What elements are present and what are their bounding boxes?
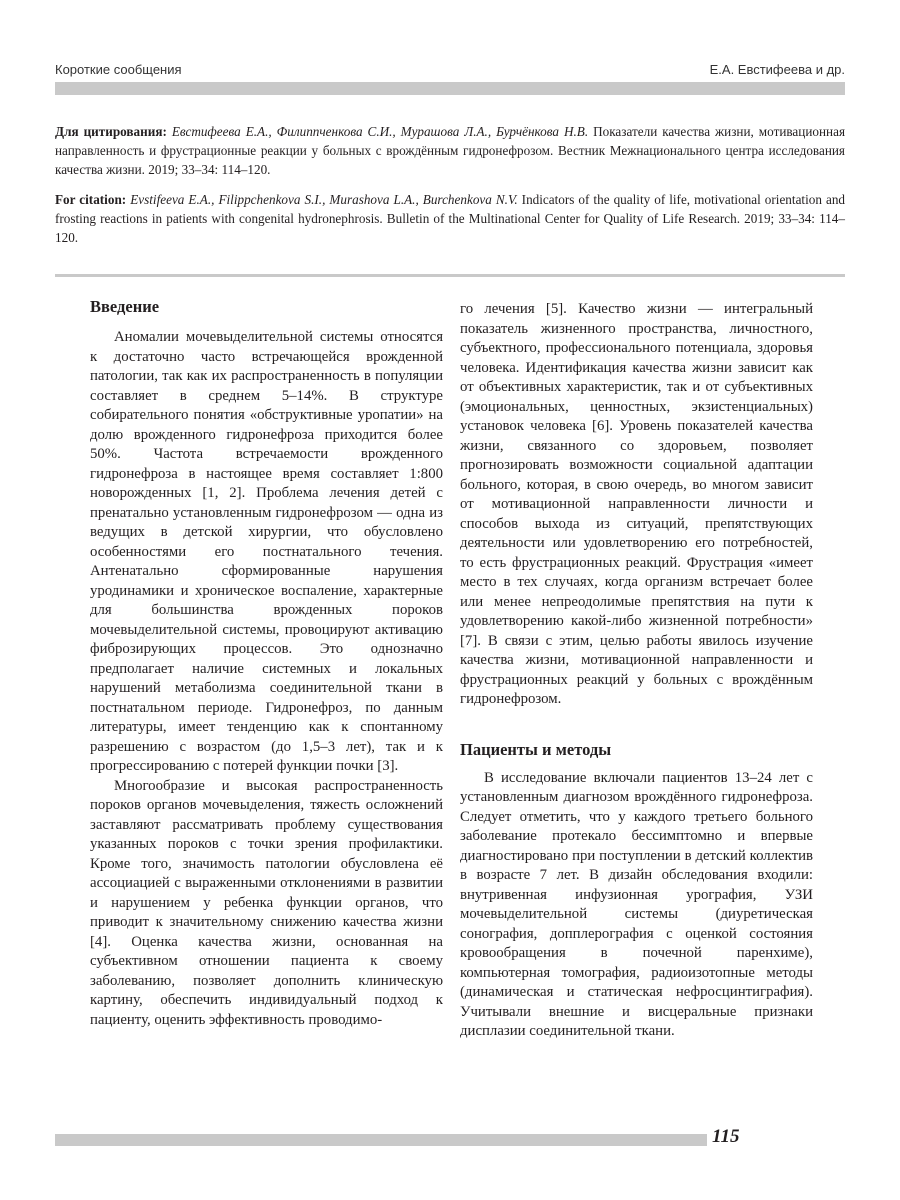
- citation-ru-lead: Для цитирования:: [55, 124, 167, 139]
- intro-paragraph-1: Аномалии мочевыделительной системы относятся к достаточно часто встречающейся врожденной патологии, так как их распространенность в популяции составляет в среднем 5–14%. В структуре собирательного понятия «обструктивные уропатии» на долю врожденного гидронефроза приходится более 50%. Частота встречаемости врожденного гидронефроза в настоящее время составляет 1:800 новорожденных [1, 2]. Проблема лечения детей с пренатально установленным гидронефрозом — одна из ведущих в детской хирургии, что обусловлено особенностями его постнатального течения. Антенатально сформированные нарушения уродинамики и хроническое воспаление, характерные для большинства врожденных пороков мочевыделительной системы, провоцируют активацию фиброзирующих процессов. Это однозначно предполагает наличие системных и локальных нарушений метаболизма соединительной ткани в постнатальном периоде. Гидронефроз, по данным литературы, имеет тенденцию как к спонтанному разрешению с возрастом (до 1,5–3 лет), так и к прогрессированию с потерей функции почки [3].: [90, 329, 443, 774]
- methods-heading: Пациенты и методы: [460, 739, 612, 759]
- intro-paragraph-2-continued: [460, 300, 813, 710]
- citation-en-authors: Evstifeeva E.A., Filippchenkova S.I., Murashova L.A., Burchenkova N.V.: [130, 192, 518, 207]
- intro-paragraph-2-start: [90, 777, 443, 1031]
- citation-russian: [55, 122, 845, 179]
- intro-paragraph-2-part-a: Многообразие и высокая распространенность пороков органов мочевыделения, тяжесть осложнений заставляют рассматривать проблему существования указанных пороков с точки зрения профилактики. Кроме того, значимость патологии обусловлена её ассоциацией с выраженными отклонениями в развитии и нарушением у ребенка функции органов, что приводит к значительному снижению качества жизни [4]. Оценка качества жизни, основанная на субъективном отношении пациента к своему заболеванию, позволяет дополнить клиническую картину, обеспечить индивидуальный подход к пациенту, оценить эффективность проводимо-: [90, 777, 443, 1028]
- running-head: [55, 62, 845, 77]
- right-column: [460, 300, 813, 1042]
- citation-english: [55, 190, 845, 247]
- section-title: Короткие сообщения: [55, 62, 182, 77]
- footer-bar: [55, 1134, 707, 1146]
- citation-en-text: Indicators of the quality of life, motivational orientation and frosting reactions in patients with congenital hydronephrosis. Bulletin of the Multinational Center for Quality of Life Research. 2019; 33–34: 114–120.: [55, 192, 846, 245]
- intro-heading: Введение: [90, 297, 160, 316]
- methods-paragraph-1: В исследование включали пациентов 13–24 лет с установленным диагнозом врождённого гидронефроза. Следует отметить, что у каждого третьего больного заболевание протекало бессимптомно и впервые диагностировано при поступлении в детский коллектив в возрасте 7 лет. В дизайн обследования входили: внутривенная инфузионная урография, УЗИ мочевыделительной системы (диуретическая сонография, допплерография с оценкой состояния кровообращения в почечной паренхиме), компьютерная томография, радиоизотопные методы (динамическая и статическая нефросцинтиграфия). Учитывали внешние и висцеральные признаки дисплазии соединительной ткани.: [460, 769, 813, 1039]
- left-column: [90, 297, 443, 1030]
- header-divider-bar: [55, 82, 845, 95]
- citation-divider: [55, 274, 845, 277]
- authors-short: Е.А. Евстифеева и др.: [709, 62, 845, 77]
- page-number: 115: [712, 1126, 740, 1147]
- intro-paragraph-2-part-b: го лечения [5]. Качество жизни — интегральный показатель жизненного пространства, личностного, субъектного, профессионального потенциала, здоровья человека. Идентификация качества жизни зависит как от объективных характеристик, так и от субъективных (эмоциональных, ценностных, экзистенциальных) установок человека [6]. Уровень показателей качества жизни, связанного со здоровьем, позволяет прогнозировать возможности социальной адаптации больного, которая, в свою очередь, во многом зависит от мотивационной направленности личности и способов выхода из ситуаций, препятствующих деятельности или удовлетворению его потребностей, то есть фрустрационных реакций. Фрустрация «имеет место в тех случаях, когда организм встречает более или менее непреодолимые препятствия на пути к удовлетворению какой-либо жизненной потребности» [7]. В связи с этим, целью работы явилось изучение качества жизни, мотивационной направленности и фрустрационных реакций у больных с врождённым гидронефрозом.: [460, 301, 813, 707]
- citation-ru-authors: Евстифеева Е.А., Филиппченкова С.И., Мурашова Л.А., Бурчёнкова Н.В.: [171, 124, 589, 139]
- citation-en-lead: For citation:: [55, 192, 127, 207]
- citation-ru-text: Показатели качества жизни, мотивационная направленность и фрустрационные реакции у больных с врождённым гидронефрозом. Вестник Межнационального центра исследования качества жизни. 2019; 33–34: 114–120.: [55, 124, 846, 177]
